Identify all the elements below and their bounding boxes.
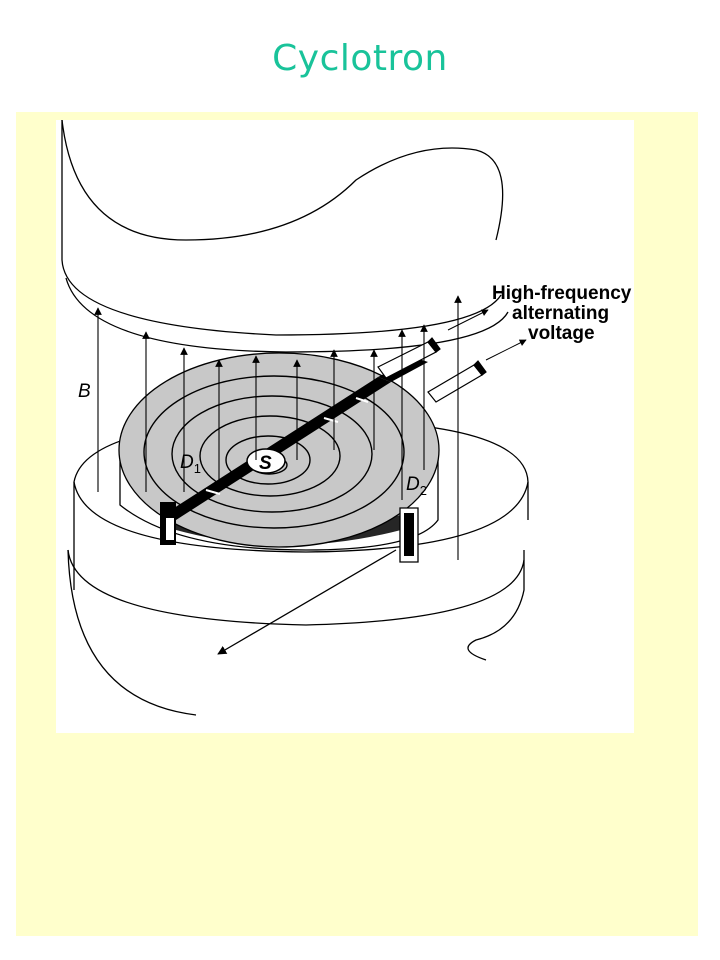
page-title: Cyclotron [272, 38, 448, 79]
label-d1-letter: D [180, 452, 194, 473]
dee-d2-front-slot [404, 513, 414, 556]
label-s: S [259, 453, 272, 474]
voltage-arrow-2 [486, 340, 526, 360]
label-d1-sub: 1 [193, 461, 201, 476]
voltage-label-line-2: alternating [512, 303, 610, 324]
voltage-label-line-3: voltage [528, 323, 595, 344]
label-b: B [78, 381, 91, 402]
upper-magnet-pole [62, 120, 496, 326]
dee-d1-front-inner [166, 518, 174, 540]
voltage-label-line-1: High-frequency [492, 283, 632, 304]
label-d2-letter: D [406, 474, 420, 495]
cyclotron-diagram [56, 120, 634, 733]
label-d2-sub: 2 [419, 483, 427, 498]
